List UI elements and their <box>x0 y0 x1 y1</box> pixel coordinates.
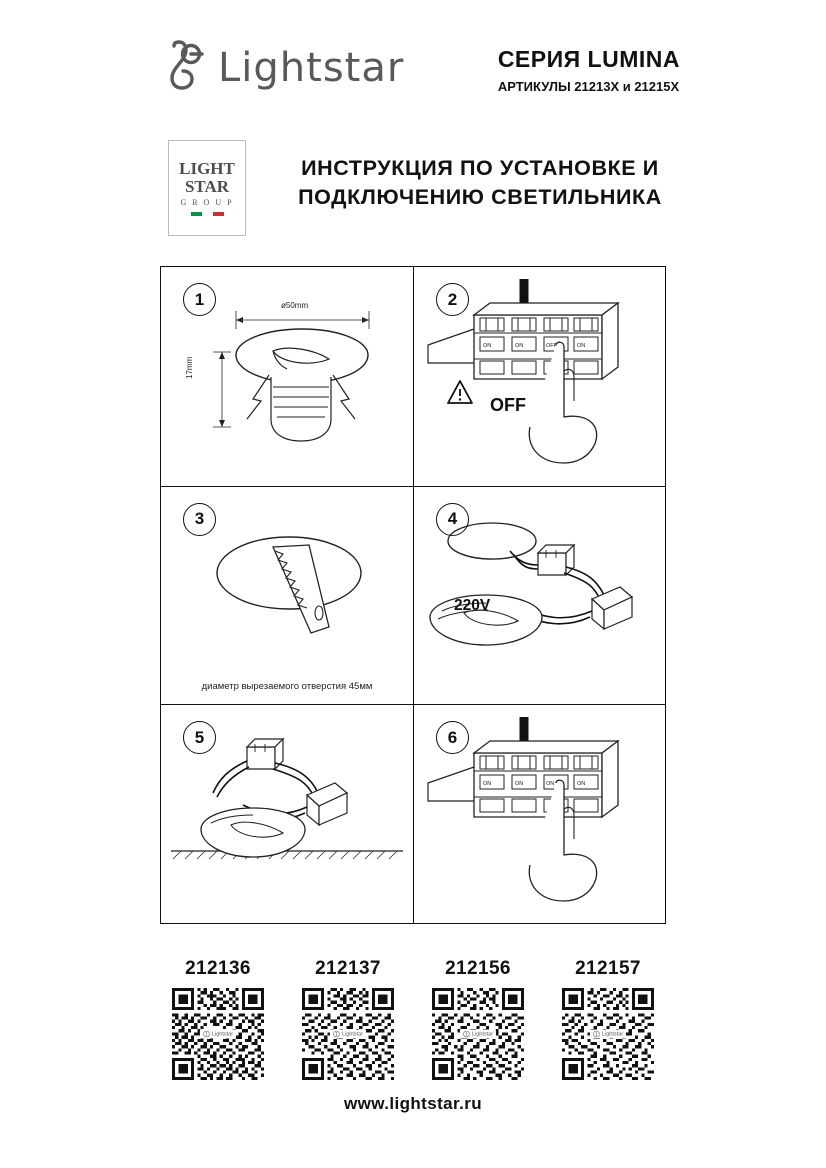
qr-item[interactable] <box>550 958 666 1088</box>
qr-item[interactable] <box>290 958 406 1088</box>
qr-center-label: Lightstar <box>211 1031 234 1037</box>
step-cell-6 <box>413 704 665 923</box>
step-number-5: 5 <box>183 721 216 754</box>
qr-center-label: Lightstar <box>601 1031 624 1037</box>
breaker-switch-4: ON <box>577 343 586 349</box>
breaker-switch-2: ON <box>515 343 524 349</box>
step-number-3: 3 <box>183 503 216 536</box>
badge-line-1: LIGHT <box>179 158 235 178</box>
product-code: 212157 <box>575 958 641 979</box>
qr-code-row <box>160 958 666 1088</box>
qr-code-image[interactable] <box>432 988 524 1080</box>
series-articles: АРТИКУЛЫ 21213Х и 21215Х <box>497 79 680 94</box>
dimension-height: 17mm <box>185 356 194 379</box>
qr-item[interactable] <box>160 958 276 1088</box>
breaker-switch-1: ON <box>483 781 492 788</box>
qr-center-logo <box>200 1030 236 1039</box>
product-code: 212156 <box>445 958 511 979</box>
step-number-2: 2 <box>436 283 469 316</box>
breaker-switch-4: ON <box>577 781 586 788</box>
lightstar-logo-icon <box>593 1031 600 1038</box>
step-3-caption: диаметр вырезаемого отверстия 45мм <box>201 681 373 693</box>
off-label: OFF <box>490 395 526 415</box>
breaker-switch-3: OFF <box>546 343 557 349</box>
badge-line-2: STAR <box>184 177 230 196</box>
page-header <box>160 40 680 118</box>
qr-code-image[interactable] <box>172 988 264 1080</box>
series-title: СЕРИЯ LUMINA <box>497 46 680 72</box>
breaker-switch-1: ON <box>483 343 492 349</box>
step-cell-1 <box>161 267 413 486</box>
lightstar-group-badge <box>168 140 246 236</box>
qr-center-label: Lightstar <box>471 1031 494 1037</box>
qr-item[interactable] <box>420 958 536 1088</box>
qr-center-logo <box>330 1030 366 1039</box>
step-cell-2 <box>413 267 665 486</box>
footer-website[interactable]: www.lightstar.ru <box>343 1094 482 1113</box>
product-code: 212136 <box>185 958 251 979</box>
qr-center-label: Lightstar <box>341 1031 364 1037</box>
product-code: 212137 <box>315 958 381 979</box>
badge-group-label: G R O U P <box>180 198 234 208</box>
title-row <box>160 140 680 236</box>
lightstar-logo-icon <box>203 1031 210 1038</box>
qr-code-image[interactable] <box>302 988 394 1080</box>
lightstar-logo-icon <box>463 1031 470 1038</box>
step-cell-4 <box>413 486 665 705</box>
lightstar-logo-icon <box>333 1031 340 1038</box>
step-number-1: 1 <box>183 283 216 316</box>
steps-grid <box>160 266 666 924</box>
page-title: ИНСТРУКЦИЯ ПО УСТАНОВКЕ И ПОДКЛЮЧЕНИЮ СВЕТИЛЬНИКА <box>298 156 662 210</box>
brand-name: Lightstar <box>218 45 405 91</box>
step-cell-5 <box>161 704 413 923</box>
breaker-switch-3: ON <box>546 781 555 788</box>
brand-logo <box>160 40 404 96</box>
italy-flag-icon <box>191 212 224 216</box>
step-number-6: 6 <box>436 721 469 754</box>
dimension-diameter: ø50mm <box>281 301 309 310</box>
step-cell-3 <box>161 486 413 705</box>
qr-center-logo <box>590 1030 626 1039</box>
qr-code-image[interactable] <box>562 988 654 1080</box>
series-block <box>498 46 680 94</box>
voltage-label: 220V <box>454 596 491 614</box>
breaker-switch-2: ON <box>515 781 524 788</box>
qr-center-logo <box>460 1030 496 1039</box>
step-number-4: 4 <box>436 503 469 536</box>
lightstar-logo-icon <box>160 40 212 96</box>
